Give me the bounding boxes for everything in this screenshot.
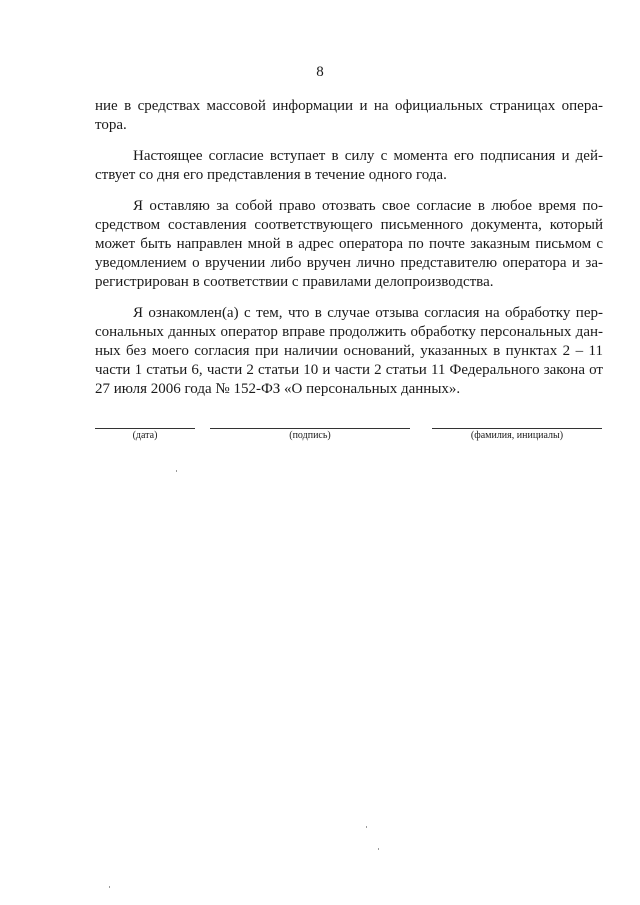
date-caption: (дата) — [132, 430, 158, 441]
text-line: тора. — [95, 117, 127, 133]
paragraph-publication — [95, 97, 603, 135]
date-field — [95, 428, 195, 441]
name-caption: (фамилия, инициалы) — [470, 430, 564, 441]
signature-caption: (подпись) — [289, 430, 331, 441]
text-line: Я оставляю за собой право отозвать свое согласие в любое время по- — [133, 198, 603, 214]
text-line: ние в средствах массовой информации и на официальных страницах опера- — [95, 98, 603, 114]
text-line: сональных данных оператор вправе продолжить обработку персональных дан- — [95, 324, 603, 340]
signature-field — [210, 428, 410, 441]
text-line: средством составления соответствующего письменного документа, который — [95, 217, 603, 233]
text-line: ствует со дня его представления в течение одного года. — [95, 167, 447, 183]
text-line: части 1 статьи 6, части 2 статьи 10 и части 2 статьи 11 Федерального закона от — [95, 362, 603, 378]
text-line: регистрирован в соответствии с правилами делопроизводства. — [95, 274, 494, 290]
paragraph-acknowledgement — [95, 304, 603, 399]
text-line: ных без моего согласия при наличии оснований, указанных в пунктах 2 – 11 — [95, 343, 603, 359]
text-line: Настоящее согласие вступает в силу с момента его подписания и дей- — [133, 148, 603, 164]
text-line: может быть направлен мной в адрес оператора по почте заказным письмом с — [95, 236, 603, 252]
signature-line — [210, 428, 410, 429]
name-field — [432, 428, 602, 441]
scan-speck — [378, 848, 379, 850]
scan-speck — [109, 886, 110, 888]
page-number: 8 — [316, 64, 324, 80]
text-line: 27 июля 2006 года № 152-ФЗ «О персональных данных». — [95, 381, 461, 397]
signature-block — [0, 428, 640, 468]
scan-speck — [366, 826, 367, 828]
paragraph-revocation — [95, 197, 603, 292]
text-line: уведомлением о вручении либо вручен лично представителю оператора и за- — [95, 255, 603, 271]
scan-speck — [176, 470, 177, 472]
date-line — [95, 428, 195, 429]
name-line — [432, 428, 602, 429]
text-line: Я ознакомлен(а) с тем, что в случае отзыва согласия на обработку пер- — [133, 305, 603, 321]
paragraph-validity — [95, 147, 603, 185]
document-body — [95, 97, 603, 411]
